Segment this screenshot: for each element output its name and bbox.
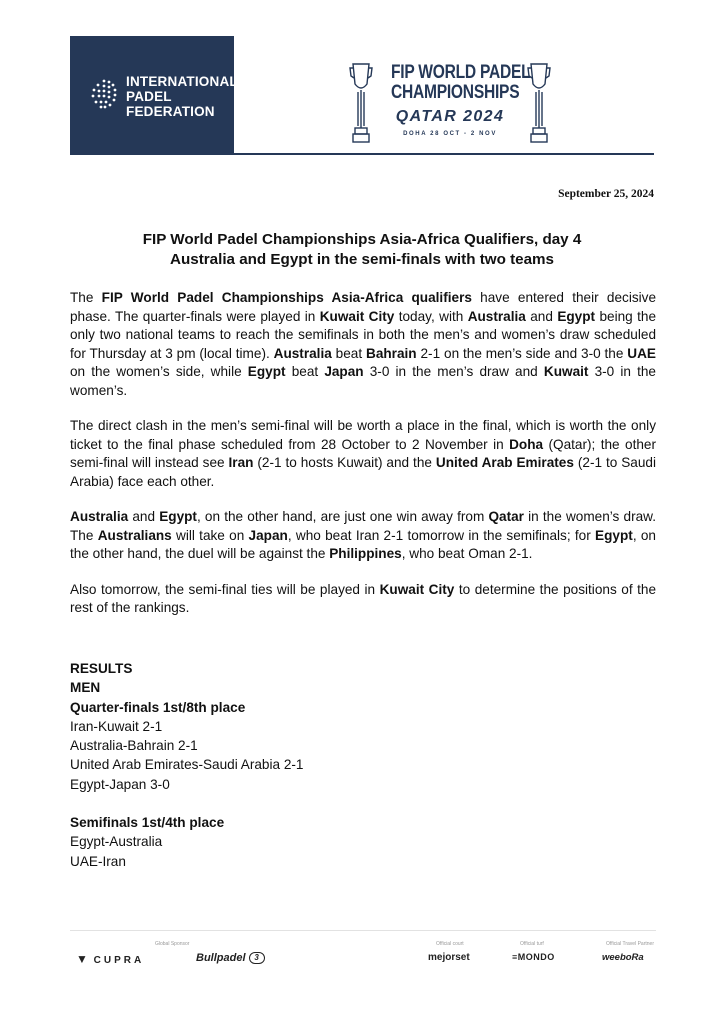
sponsor-label: Official turf bbox=[520, 941, 544, 947]
footer-divider bbox=[70, 930, 656, 931]
bold-text: Kuwait bbox=[543, 364, 589, 379]
results-heading: RESULTS bbox=[70, 661, 133, 676]
text-run: 3-0 in the men’s draw and bbox=[363, 364, 544, 379]
bold-text: Bahrain bbox=[366, 345, 417, 361]
fip-logo-line: PADEL bbox=[126, 89, 172, 104]
fip-logo-line: INTERNATIONAL bbox=[126, 74, 238, 89]
result-item: Iran-Kuwait 2-1 bbox=[70, 718, 163, 734]
title-line: FIP World Padel Championships Asia-Africa Qualifiers, day 4 bbox=[142, 231, 582, 248]
results-section-title: Quarter-finals 1st/8th place bbox=[70, 699, 246, 715]
cupra-logo bbox=[76, 952, 144, 966]
text-run: in the women’s draw. The bbox=[70, 509, 656, 543]
championship-subtitle: QATAR 2024 bbox=[395, 108, 505, 125]
spacer bbox=[70, 794, 470, 813]
padel-ball-icon bbox=[88, 78, 120, 110]
text-run: and bbox=[525, 308, 558, 324]
result-item: UAE-Iran bbox=[70, 853, 126, 869]
bold-text: Japan bbox=[248, 527, 288, 543]
weebora-logo bbox=[602, 952, 644, 963]
bold-text: FIP World Padel Championships Asia-Africa qualifiers bbox=[101, 290, 472, 305]
text-run: , who beat Iran 2-1 tomorrow in the semifinals; for bbox=[287, 527, 596, 543]
sponsor-name: mejorset bbox=[428, 952, 470, 963]
result-item: Egypt-Japan 3-0 bbox=[70, 776, 170, 792]
text-run: 2-1 on the men’s side and 3-0 the bbox=[416, 345, 628, 361]
text-run: (2-1 to hosts Kuwait) and the bbox=[253, 455, 436, 470]
trophy-icon bbox=[349, 62, 373, 144]
text-run: have entered their decisive phase. The quarter-finals were played in bbox=[70, 290, 657, 324]
championship-logo bbox=[345, 60, 555, 150]
bold-text: Kuwait City bbox=[319, 308, 395, 324]
results-subheading: MEN bbox=[70, 680, 101, 696]
text-run: on the women’s side, while bbox=[70, 364, 248, 379]
cupra-icon: ▼ bbox=[76, 952, 88, 966]
mondo-icon: ≡ bbox=[512, 952, 518, 962]
sponsor-label: Official Travel Partner bbox=[606, 941, 654, 947]
sponsor-name: CUPRA bbox=[93, 955, 145, 966]
bold-text: Egypt bbox=[557, 308, 596, 324]
results-section-title: Semifinals 1st/4th place bbox=[70, 815, 225, 831]
sponsor-label: Global Sponsor bbox=[155, 941, 190, 947]
bold-text: UAE bbox=[627, 345, 656, 361]
sponsor-label: Official court bbox=[436, 941, 464, 947]
text-run: and bbox=[128, 509, 160, 524]
text-run: will take on bbox=[171, 527, 249, 543]
press-release-date: September 25, 2024 bbox=[558, 188, 654, 200]
bold-text: Egypt bbox=[595, 527, 633, 543]
result-item: Egypt-Australia bbox=[70, 834, 163, 850]
championship-title bbox=[390, 62, 531, 103]
article-paragraph bbox=[70, 581, 656, 618]
text-run: beat bbox=[285, 364, 325, 379]
bold-text: United Arab Emirates bbox=[435, 455, 574, 470]
bold-text: Philippines bbox=[329, 546, 402, 561]
bold-text: Australia bbox=[70, 509, 129, 524]
article-paragraph bbox=[70, 289, 656, 400]
text-run: , on the other hand, the duel will be against the bbox=[70, 527, 656, 561]
bullpadel-logo bbox=[196, 952, 265, 964]
bullpadel-icon: 3 bbox=[249, 952, 265, 964]
bold-text: Australians bbox=[97, 527, 172, 543]
text-run: , on the other hand, are just one win away from bbox=[196, 509, 489, 524]
result-item: United Arab Emirates-Saudi Arabia 2-1 bbox=[70, 757, 304, 773]
text-run: beat bbox=[331, 345, 366, 361]
results-section bbox=[70, 659, 470, 871]
page-title bbox=[70, 230, 654, 270]
article-body bbox=[70, 289, 656, 635]
text-run: The bbox=[70, 290, 102, 305]
bold-text: Egypt bbox=[159, 509, 197, 524]
article-paragraph bbox=[70, 508, 656, 564]
mejorset-logo bbox=[428, 952, 470, 963]
championship-title-line: CHAMPIONSHIPS bbox=[390, 82, 520, 103]
bold-text: Doha bbox=[509, 436, 544, 452]
text-run: being the only two national teams to reach the semifinals in both the men’s and women’s draw scheduled for Thursday at 3 pm (local time). bbox=[70, 308, 656, 361]
championship-dates: DOHA 28 OCT - 2 NOV bbox=[403, 131, 497, 137]
mondo-logo bbox=[512, 952, 555, 962]
header-divider bbox=[234, 153, 654, 155]
fip-logo-line: FEDERATION bbox=[126, 104, 215, 119]
text-run: 3-0 in the women’s. bbox=[70, 364, 656, 398]
fip-logo-text bbox=[126, 74, 238, 119]
article-paragraph bbox=[70, 417, 656, 491]
sponsor-name: MONDO bbox=[517, 952, 555, 962]
bold-text: Iran bbox=[228, 455, 254, 470]
bold-text: Japan bbox=[324, 364, 364, 379]
fip-logo bbox=[70, 36, 238, 155]
bold-text: Australia bbox=[467, 308, 526, 324]
text-run: today, with bbox=[394, 308, 468, 324]
title-line: Australia and Egypt in the semi-finals with two teams bbox=[170, 251, 554, 268]
championship-title-line: FIP WORLD PADEL bbox=[390, 62, 531, 83]
result-item: Australia-Bahrain 2-1 bbox=[70, 738, 198, 754]
trophy-icon bbox=[527, 62, 551, 144]
bold-text: Qatar bbox=[488, 509, 524, 524]
sponsor-name: weeboRa bbox=[602, 952, 644, 963]
sponsor-name: Bullpadel bbox=[196, 952, 246, 964]
bold-text: Egypt bbox=[247, 364, 286, 379]
text-run: , who beat Oman 2-1. bbox=[401, 546, 533, 561]
text-run: The direct clash in the men’s semi-final will be worth a place in the final, which is worth the only ticket to the final phase scheduled from 28 October to 2 November in bbox=[70, 418, 656, 452]
text-run: (Qatar); the other semi-final will instead see bbox=[70, 436, 656, 470]
text-run: (2-1 to Saudi Arabia) face each other. bbox=[70, 455, 656, 489]
text-run: to determine the positions of the rest of the rankings. bbox=[70, 581, 657, 615]
bold-text: Australia bbox=[273, 345, 332, 361]
bold-text: Kuwait City bbox=[379, 581, 455, 597]
text-run: Also tomorrow, the semi-final ties will be played in bbox=[70, 581, 380, 597]
